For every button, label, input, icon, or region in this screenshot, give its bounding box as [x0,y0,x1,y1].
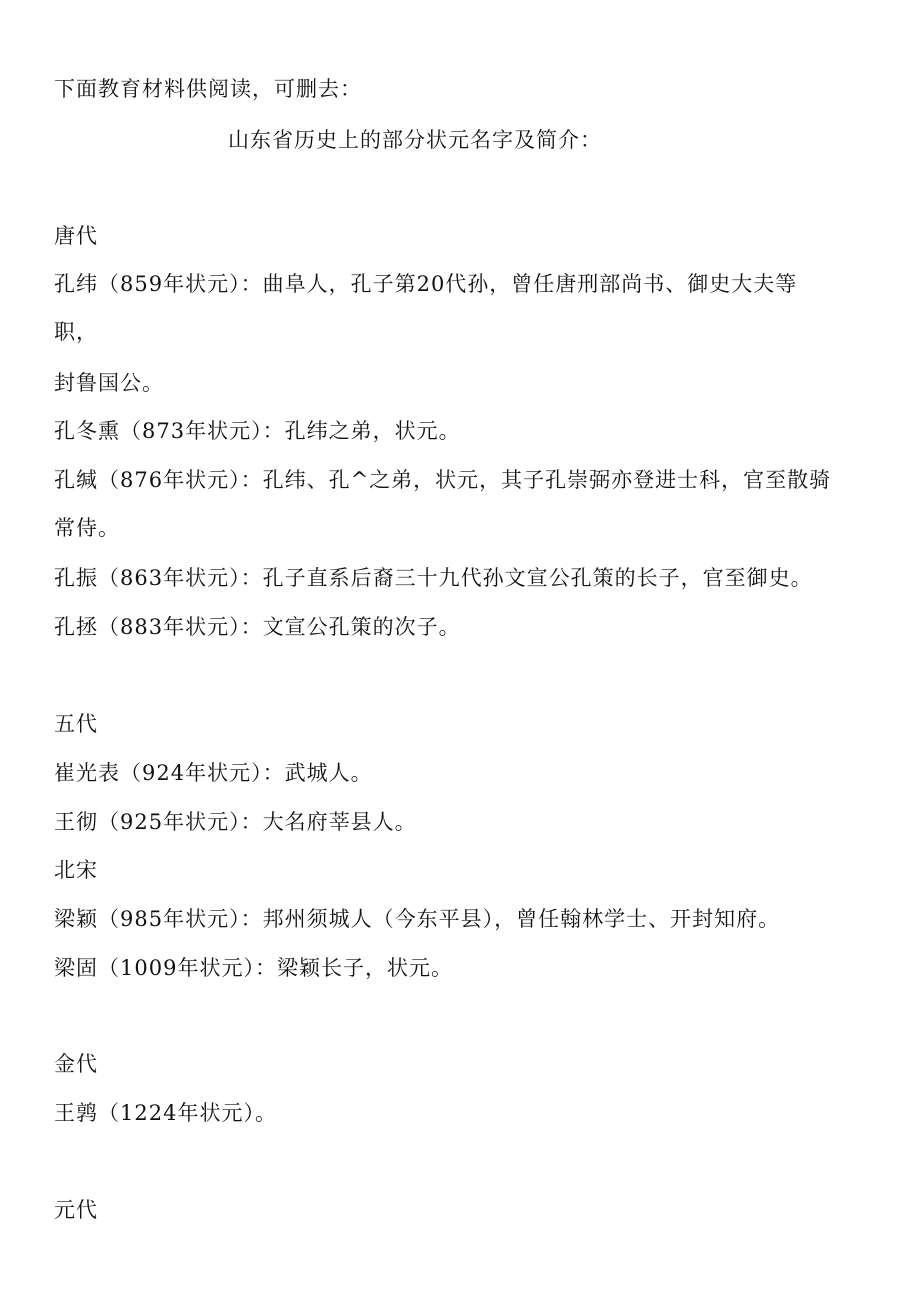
entry-kong-jian: 孔缄（876年状元）：孔纬、孔^之弟，状元，其子孔崇弼亦登进士科，官至散骑 [54,468,832,492]
entry-wang-che: 王彻（925年状元）：大名府莘县人。 [54,810,417,834]
section-heading-tang: 唐代 [54,224,98,248]
section-heading-beisong: 北宋 [54,858,98,882]
page-title: 山东省历史上的部分状元名字及简介： [228,128,602,152]
section-heading-yuandai: 元代 [54,1198,98,1222]
entry-kong-jian-cont: 常侍。 [54,516,120,540]
entry-kong-wei-cont-1: 职， [54,320,98,344]
entry-kong-wei: 孔纬（859年状元）：曲阜人，孔子第20代孙，曾任唐刑部尚书、御史大夫等 [54,272,798,296]
entry-kong-dongxun: 孔冬熏（873年状元）：孔纬之弟，状元。 [54,419,461,443]
entry-wang-chun: 王鹑（1224年状元）。 [54,1101,277,1125]
intro-note: 下面教育材料供阅读，可删去： [54,77,362,101]
section-heading-wudai: 五代 [54,712,98,736]
entry-kong-zhen: 孔振（863年状元）：孔子直系后裔三十九代孙文宣公孔策的长子，官至御史。 [54,566,813,590]
entry-liang-ying: 梁颖（985年状元）：邦州须城人（今东平县），曾任翰林学士、开封知府。 [54,907,781,931]
entry-kong-wei-cont-2: 封鲁国公。 [54,371,164,395]
entry-liang-gu: 梁固（1009年状元）：梁颖长子，状元。 [54,956,453,980]
section-heading-jindai: 金代 [54,1052,98,1076]
entry-cui-guangbiao: 崔光表（924年状元）：武城人。 [54,761,373,785]
entry-kong-zheng: 孔拯（883年状元）：文宣公孔策的次子。 [54,615,461,639]
